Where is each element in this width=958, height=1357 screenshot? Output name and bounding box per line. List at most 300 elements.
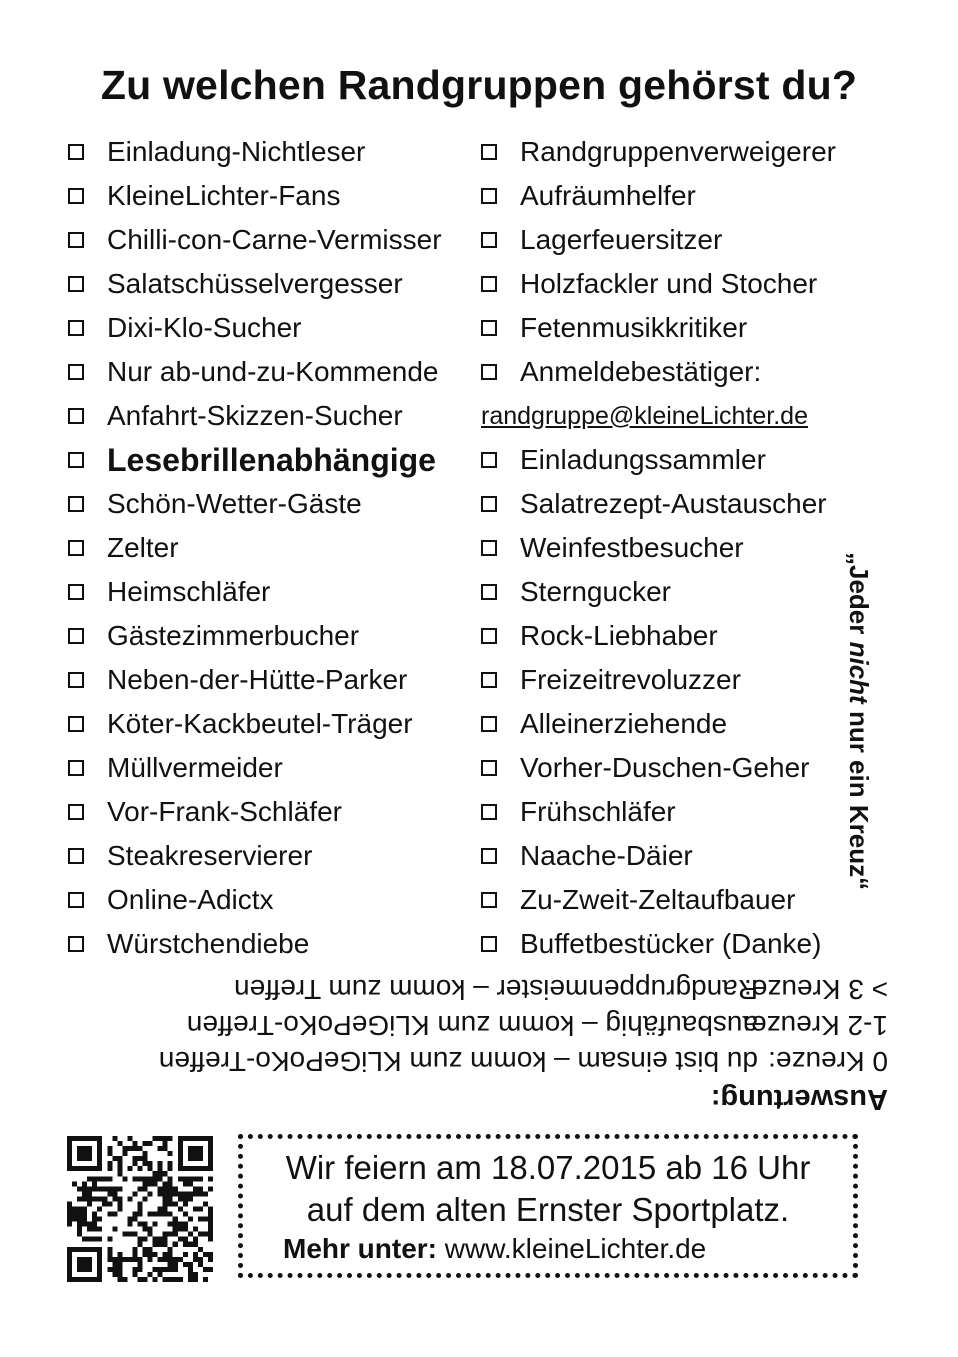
checklist-label: Anmeldebestätiger: (520, 356, 762, 387)
qr-module (143, 1176, 148, 1181)
checklist-label: Vor-Frank-Schläfer (107, 796, 342, 827)
qr-module (117, 1201, 122, 1206)
qr-module (163, 1212, 168, 1217)
side-quote-emphasis: nicht (844, 641, 874, 704)
qr-module (148, 1191, 153, 1196)
checklist-label: Randgruppenverweigerer (520, 136, 836, 167)
checklist-item (68, 878, 442, 922)
qr-module (102, 1186, 107, 1191)
qr-module (77, 1196, 82, 1201)
qr-module (208, 1257, 213, 1262)
qr-module (183, 1237, 188, 1242)
checklist-label: Steakreservierer (107, 840, 313, 871)
checklist-item (68, 526, 442, 570)
qr-module (137, 1201, 142, 1206)
checkbox[interactable] (481, 276, 497, 292)
checklist-item (481, 614, 836, 658)
qr-module (132, 1191, 137, 1196)
qr-module (67, 1262, 72, 1267)
email-link[interactable]: randgruppe@kleineLichter.de (481, 401, 808, 430)
qr-module (198, 1191, 203, 1196)
qr-module (158, 1176, 163, 1181)
qr-module (67, 1222, 72, 1227)
checklist-label: Sterngucker (520, 576, 671, 607)
qr-module (87, 1166, 92, 1171)
qr-module (168, 1181, 173, 1186)
qr-module (67, 1217, 72, 1222)
qr-module (127, 1166, 132, 1171)
checkbox[interactable] (481, 936, 497, 952)
qr-module (92, 1222, 97, 1227)
qr-module (193, 1227, 198, 1232)
checkbox[interactable] (481, 804, 497, 820)
qr-module (97, 1227, 102, 1232)
qr-module (163, 1141, 168, 1146)
qr-module (87, 1136, 92, 1141)
more-info-link[interactable]: www.kleineLichter.de (444, 1233, 707, 1264)
qr-module (163, 1196, 168, 1201)
qr-module (188, 1146, 193, 1151)
qr-module (112, 1196, 117, 1201)
qr-module (178, 1277, 183, 1282)
checkbox[interactable] (481, 892, 497, 908)
checklist-item (68, 614, 442, 658)
qr-module (97, 1252, 102, 1257)
qr-module (163, 1181, 168, 1186)
qr-module (87, 1196, 92, 1201)
qr-module (198, 1232, 203, 1237)
checkbox[interactable] (68, 804, 84, 820)
qr-module (107, 1252, 112, 1257)
checkbox[interactable] (68, 628, 84, 644)
qr-module (77, 1136, 82, 1141)
qr-module (183, 1212, 188, 1217)
qr-module (97, 1247, 102, 1252)
checklist-item (481, 482, 836, 526)
qr-module (198, 1186, 203, 1191)
qr-module (87, 1247, 92, 1252)
qr-module (208, 1146, 213, 1151)
checkbox[interactable] (481, 452, 497, 468)
checkbox[interactable] (481, 628, 497, 644)
checkbox[interactable] (68, 452, 84, 468)
qr-module (158, 1166, 163, 1171)
qr-module (188, 1277, 193, 1282)
qr-module (168, 1277, 173, 1282)
qr-module (208, 1141, 213, 1146)
qr-module (168, 1222, 173, 1227)
qr-module (163, 1206, 168, 1211)
qr-module (173, 1262, 178, 1267)
checkbox[interactable] (481, 716, 497, 732)
qr-module (208, 1217, 213, 1222)
qr-module (137, 1186, 142, 1191)
qr-module (188, 1181, 193, 1186)
qr-module (97, 1156, 102, 1161)
qr-module (137, 1237, 142, 1242)
qr-module (77, 1217, 82, 1222)
checkbox[interactable] (68, 232, 84, 248)
qr-module (67, 1166, 72, 1171)
qr-module (107, 1212, 112, 1217)
qr-module (87, 1267, 92, 1272)
qr-module (112, 1272, 117, 1277)
qr-module (168, 1212, 173, 1217)
checklist-item (481, 922, 836, 966)
qr-module (107, 1186, 112, 1191)
qr-module (67, 1212, 72, 1217)
qr-module (97, 1217, 102, 1222)
qr-module (77, 1227, 82, 1232)
checklist-label: Weinfestbesucher (520, 532, 744, 563)
qr-module (107, 1247, 112, 1252)
checkbox[interactable] (68, 584, 84, 600)
qr-module (168, 1201, 173, 1206)
checkbox[interactable] (481, 584, 497, 600)
qr-module (97, 1267, 102, 1272)
qr-module (137, 1242, 142, 1247)
qr-module (163, 1237, 168, 1242)
checklist-label: Würstchendiebe (107, 928, 310, 959)
more-info-label: Mehr unter: (283, 1233, 437, 1264)
qr-module (193, 1136, 198, 1141)
qr-module (198, 1262, 203, 1267)
qr-module (158, 1191, 163, 1196)
checkbox[interactable] (68, 540, 84, 556)
qr-module (188, 1156, 193, 1161)
qr-module (127, 1232, 132, 1237)
checklist-item (481, 658, 836, 702)
checklist-item (481, 438, 836, 482)
checkbox[interactable] (68, 276, 84, 292)
qr-module (72, 1277, 77, 1282)
qr-module (112, 1262, 117, 1267)
qr-module (193, 1272, 198, 1277)
side-quote-part: nur ein Kreuz“ (844, 703, 874, 891)
qr-module (87, 1222, 92, 1227)
qr-module (168, 1186, 173, 1191)
checklist-label: Salatschüsselvergesser (107, 268, 403, 299)
qr-module (198, 1146, 203, 1151)
qr-module (183, 1252, 188, 1257)
qr-module (198, 1176, 203, 1181)
qr-module (87, 1237, 92, 1242)
qr-module (67, 1156, 72, 1161)
checklist-item (68, 658, 442, 702)
checkbox[interactable] (68, 496, 84, 512)
qr-module (208, 1176, 213, 1181)
checkbox[interactable] (68, 320, 84, 336)
qr-module (198, 1257, 203, 1262)
qr-module (173, 1267, 178, 1272)
checklist-label: Chilli-con-Carne-Vermisser (107, 224, 442, 255)
qr-module (77, 1257, 82, 1262)
checklist-item (481, 394, 836, 438)
qr-module (67, 1252, 72, 1257)
qr-module (148, 1232, 153, 1237)
qr-module (143, 1196, 148, 1201)
checkbox[interactable] (68, 364, 84, 380)
qr-module (122, 1232, 127, 1237)
qr-module (77, 1212, 82, 1217)
qr-module (208, 1206, 213, 1211)
qr-module (127, 1196, 132, 1201)
checklist-item (68, 570, 442, 614)
checkbox[interactable] (68, 936, 84, 952)
qr-module (173, 1227, 178, 1232)
qr-module (163, 1201, 168, 1206)
qr-module (148, 1252, 153, 1257)
qr-module (82, 1146, 87, 1151)
evaluation-title: Auswertung: (710, 1083, 888, 1115)
qr-module (143, 1141, 148, 1146)
qr-module (77, 1267, 82, 1272)
qr-module (72, 1181, 77, 1186)
event-date: Wir feiern am 18.07.2015 ab 16 Uhr (285, 1149, 811, 1186)
qr-module (87, 1186, 92, 1191)
qr-module (183, 1227, 188, 1232)
left-checklist (68, 130, 442, 966)
qr-module (168, 1247, 173, 1252)
qr-module (122, 1176, 127, 1181)
qr-module (178, 1141, 183, 1146)
evaluation-text: du bist einsam – komm zum KLiGePoKo-Treffen (158, 1046, 758, 1077)
qr-module (137, 1166, 142, 1171)
qr-module (163, 1267, 168, 1272)
qr-module (173, 1257, 178, 1262)
evaluation-row (159, 1045, 888, 1077)
qr-module (208, 1186, 213, 1191)
checklist-item (481, 702, 836, 746)
qr-module (92, 1212, 97, 1217)
evaluation-row (187, 1009, 888, 1041)
qr-module (158, 1186, 163, 1191)
checklist-label: Dixi-Klo-Sucher (107, 312, 302, 343)
checklist-label: Rock-Liebhaber (520, 620, 718, 651)
qr-module (137, 1176, 142, 1181)
qr-module (92, 1237, 97, 1242)
qr-module (117, 1262, 122, 1267)
qr-module (183, 1176, 188, 1181)
checklist-item (68, 350, 442, 394)
qr-module (127, 1217, 132, 1222)
checklist-label: Freizeitrevoluzzer (520, 664, 741, 695)
qr-module (203, 1252, 208, 1257)
checkbox[interactable] (68, 144, 84, 160)
qr-module (188, 1136, 193, 1141)
qr-module (67, 1206, 72, 1211)
qr-module (178, 1161, 183, 1166)
qr-module (87, 1277, 92, 1282)
qr-module (188, 1242, 193, 1247)
evaluation-text: ausbaufähig – komm zum KLiGePoKo-Treffen (186, 1010, 758, 1041)
qr-module (102, 1176, 107, 1181)
qr-module (193, 1166, 198, 1171)
checklist-label: Einladung-Nichtleser (107, 136, 366, 167)
qr-module (153, 1242, 158, 1247)
qr-module (143, 1156, 148, 1161)
qr-module (188, 1217, 193, 1222)
checklist-item (481, 834, 836, 878)
qr-module (137, 1212, 142, 1217)
checklist-label: Heimschläfer (107, 576, 271, 607)
checkbox[interactable] (481, 848, 497, 864)
checklist-item (68, 174, 442, 218)
qr-module (117, 1252, 122, 1257)
qr-module (193, 1156, 198, 1161)
qr-module (153, 1136, 158, 1141)
qr-module (92, 1217, 97, 1222)
qr-module (82, 1186, 87, 1191)
checklist-item (481, 350, 836, 394)
checklist-label: Einladungssammler (520, 444, 766, 475)
evaluation-key: > 3 Kreuze: (744, 974, 888, 1005)
qr-module (173, 1186, 178, 1191)
checklist-label: Lagerfeuersitzer (520, 224, 723, 255)
qr-module (87, 1176, 92, 1181)
qr-module (112, 1156, 117, 1161)
qr-module (153, 1181, 158, 1186)
qr-module (97, 1151, 102, 1156)
checkbox[interactable] (68, 716, 84, 732)
qr-module (122, 1151, 127, 1156)
qr-module (107, 1191, 112, 1196)
checkbox[interactable] (68, 760, 84, 776)
qr-module (77, 1262, 82, 1267)
qr-module (173, 1277, 178, 1282)
qr-module (163, 1277, 168, 1282)
qr-module (208, 1156, 213, 1161)
qr-module (203, 1232, 208, 1237)
qr-code-icon[interactable] (67, 1136, 213, 1282)
qr-module (173, 1191, 178, 1196)
checkbox[interactable] (481, 232, 497, 248)
qr-module (107, 1146, 112, 1151)
qr-module (198, 1166, 203, 1171)
qr-module (163, 1257, 168, 1262)
evaluation-block (60, 975, 888, 1115)
qr-module (132, 1217, 137, 1222)
qr-module (158, 1212, 163, 1217)
qr-module (148, 1272, 153, 1277)
checkbox[interactable] (68, 188, 84, 204)
checkbox[interactable] (68, 672, 84, 688)
checklist-label: Fetenmusikkritiker (520, 312, 748, 343)
checkbox[interactable] (68, 408, 84, 424)
checklist-label: Naache-Däier (520, 840, 693, 871)
checkbox[interactable] (481, 540, 497, 556)
qr-module (163, 1242, 168, 1247)
checkbox[interactable] (481, 144, 497, 160)
qr-module (97, 1141, 102, 1146)
qr-module (208, 1161, 213, 1166)
checklist-label: Zu-Zweit-Zeltaufbauer (520, 884, 796, 915)
checklist-item (481, 174, 836, 218)
checklist-label: Vorher-Duschen-Geher (520, 752, 810, 783)
qr-module (82, 1206, 87, 1211)
checklist-item (68, 922, 442, 966)
qr-module (143, 1161, 148, 1166)
qr-module (82, 1257, 87, 1262)
qr-module (102, 1196, 107, 1201)
qr-module (112, 1186, 117, 1191)
qr-module (183, 1222, 188, 1227)
checklist-item (68, 438, 442, 482)
qr-module (183, 1201, 188, 1206)
checklist-item (68, 746, 442, 790)
qr-module (72, 1136, 77, 1141)
checkbox[interactable] (68, 848, 84, 864)
qr-module (92, 1196, 97, 1201)
qr-module (203, 1191, 208, 1196)
qr-module (92, 1227, 97, 1232)
checklist-item (481, 130, 836, 174)
qr-module (72, 1247, 77, 1252)
checklist-item (68, 306, 442, 350)
checklist-label: Online-Adictx (107, 884, 274, 915)
qr-module (67, 1272, 72, 1277)
qr-module (198, 1156, 203, 1161)
checklist-label: Buffetbestücker (Danke) (520, 928, 822, 959)
qr-module (208, 1227, 213, 1232)
qr-module (107, 1257, 112, 1262)
checklist-label: Müllvermeider (107, 752, 283, 783)
checklist-label: Nur ab-und-zu-Kommende (107, 356, 439, 387)
qr-module (117, 1161, 122, 1166)
checkbox[interactable] (481, 760, 497, 776)
checkbox[interactable] (68, 892, 84, 908)
qr-module (168, 1262, 173, 1267)
page-title: Zu welchen Randgruppen gehörst du? (100, 62, 858, 108)
qr-module (132, 1176, 137, 1181)
qr-module (153, 1176, 158, 1181)
qr-module (163, 1191, 168, 1196)
qr-module (168, 1166, 173, 1171)
checkbox[interactable] (481, 672, 497, 688)
qr-module (188, 1191, 193, 1196)
qr-module (92, 1247, 97, 1252)
qr-module (198, 1136, 203, 1141)
qr-module (97, 1161, 102, 1166)
checkbox[interactable] (481, 364, 497, 380)
qr-module (92, 1166, 97, 1171)
checkbox[interactable] (481, 188, 497, 204)
qr-module (173, 1232, 178, 1237)
qr-module (132, 1156, 137, 1161)
qr-module (143, 1222, 148, 1227)
qr-module (72, 1206, 77, 1211)
qr-module (188, 1196, 193, 1201)
qr-module (67, 1151, 72, 1156)
checklist-label: Köter-Kackbeutel-Träger (107, 708, 413, 739)
checkbox[interactable] (481, 496, 497, 512)
qr-module (178, 1151, 183, 1156)
qr-module (112, 1227, 117, 1232)
qr-module (143, 1227, 148, 1232)
qr-module (87, 1262, 92, 1267)
qr-module (188, 1267, 193, 1272)
qr-module (173, 1201, 178, 1206)
qr-module (112, 1191, 117, 1196)
checklist-label: Neben-der-Hütte-Parker (107, 664, 408, 695)
qr-module (107, 1166, 112, 1171)
qr-module (77, 1206, 82, 1211)
qr-module (178, 1136, 183, 1141)
qr-module (193, 1277, 198, 1282)
qr-module (163, 1232, 168, 1237)
qr-module (143, 1247, 148, 1252)
checkbox[interactable] (481, 320, 497, 336)
